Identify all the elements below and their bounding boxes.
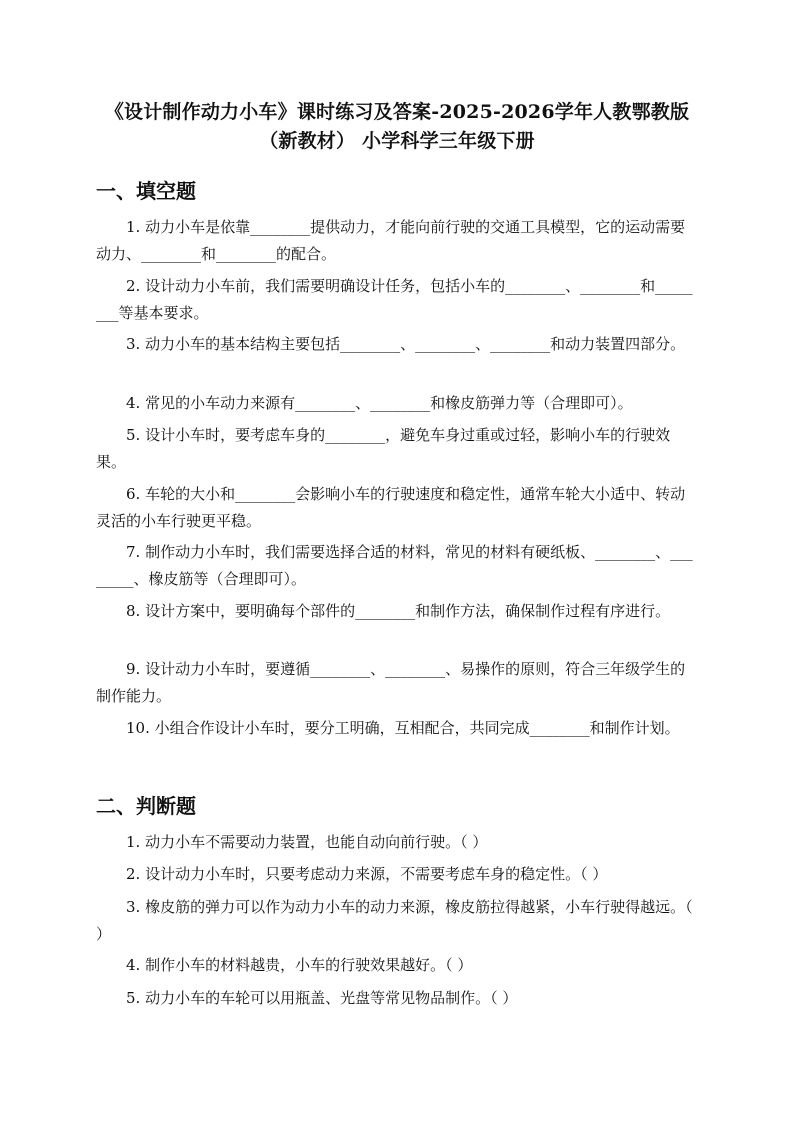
fill-question-8: 8. 设计方案中，要明确每个部件的________和制作方法，确保制作过程有序进行。 (126, 602, 671, 620)
fill-question-4: 4. 常见的小车动力来源有________、________和橡皮筋弹力等（合理即可）。 (126, 394, 633, 412)
fill-question-7: 7. 制作动力小车时，我们需要选择合适的材料，常见的材料有硬纸板、________、________、橡皮筋等（合理即可）。 (96, 543, 693, 588)
tf-question-4: 4. 制作小车的材料越贵，小车的行驶效果越好。（ ） (126, 956, 473, 974)
fill-question-9: 9. 设计动力小车时，要遵循________、________、易操作的原则，符合三年级学生的制作能力。 (96, 660, 686, 705)
section-heading-true-false: 二、判断题 (96, 794, 196, 818)
tf-question-5: 5. 动力小车的车轮可以用瓶盖、光盘等常见物品制作。（ ） (126, 989, 518, 1007)
fill-question-3: 3. 动力小车的基本结构主要包括________、________、________和动力装置四部分。 (126, 335, 686, 353)
fill-question-1: 1. 动力小车是依靠________提供动力，才能向前行驶的交通工具模型，它的运动需要动力、________和________的配合。 (96, 218, 686, 263)
fill-question-6: 6. 车轮的大小和________会影响小车的行驶速度和稳定性，通常车轮大小适中、转动灵活的小车行驶更平稳。 (96, 485, 686, 530)
fill-question-10: 10. 小组合作设计小车时，要分工明确，互相配合，共同完成________和制作计划。 (126, 719, 680, 737)
tf-question-2: 2. 设计动力小车时，只要考虑动力来源，不需要考虑车身的稳定性。（ ） (126, 865, 608, 883)
fill-question-2: 2. 设计动力小车前，我们需要明确设计任务，包括小车的________、________和________等基本要求。 (96, 277, 693, 322)
tf-question-3: 3. 橡皮筋的弹力可以作为动力小车的动力来源，橡皮筋拉得越紧，小车行驶得越远。（ ） (96, 898, 693, 943)
document-title: 《设计制作动力小车》课时练习及答案-2025-2026学年人教鄂教版（新教材） 小学科学三年级下册 (104, 101, 690, 152)
fill-question-5: 5. 设计小车时，要考虑车身的________，避免车身过重或过轻，影响小车的行驶效果。 (96, 426, 671, 471)
section-heading-fill-in: 一、填空题 (96, 179, 196, 203)
tf-question-1: 1. 动力小车不需要动力装置，也能自动向前行驶。（ ） (126, 833, 488, 851)
